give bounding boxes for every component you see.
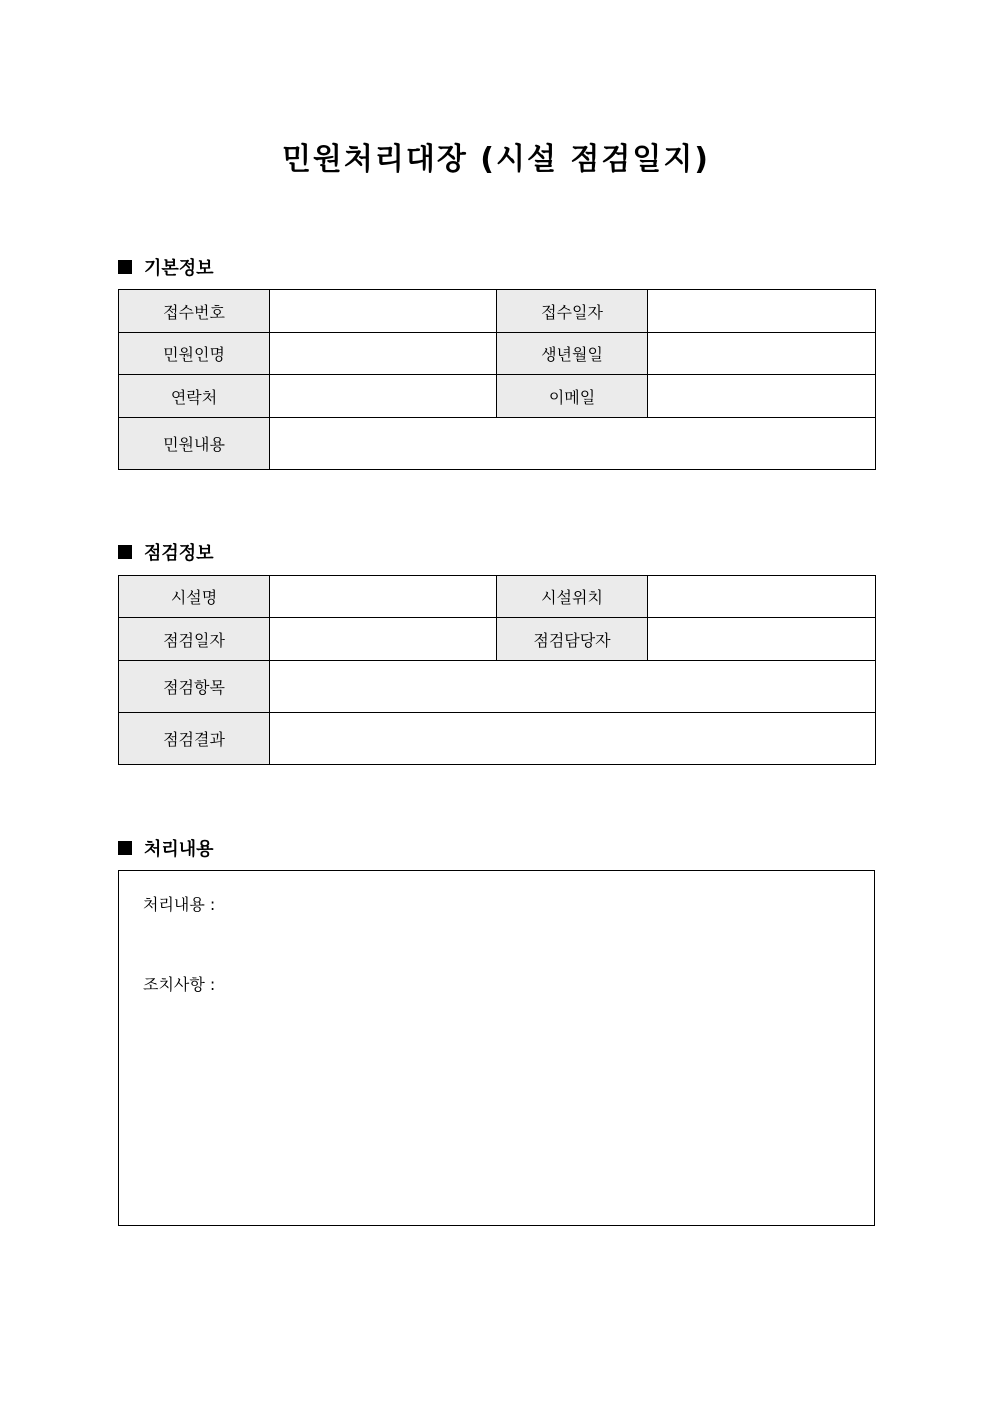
table-row [119,576,876,618]
email-field[interactable] [648,375,876,418]
applicant-name-field[interactable] [270,333,497,375]
contact-field[interactable] [270,375,497,418]
receipt-no-label: 접수번호 [119,290,270,333]
table-row [119,333,876,375]
table-row [119,290,876,333]
facility-location-label: 시설위치 [497,576,648,618]
square-bullet-icon [118,545,132,559]
contact-label: 연락처 [119,375,270,418]
receipt-date-field[interactable] [648,290,876,333]
table-row [119,713,876,765]
complaint-content-label: 민원내용 [119,418,270,470]
inspection-info-heading [118,539,214,565]
email-label: 이메일 [497,375,648,418]
square-bullet-icon [118,260,132,274]
inspection-items-field[interactable] [270,661,876,713]
birth-date-label: 생년월일 [497,333,648,375]
inspection-info-table [118,575,876,765]
receipt-no-field[interactable] [270,290,497,333]
inspection-date-field[interactable] [270,618,497,661]
facility-name-field[interactable] [270,576,497,618]
page-title: 민원처리대장 (시설 점검일지) [281,142,711,177]
basic-info-heading-label: 기본정보 [144,258,214,279]
receipt-date-label: 접수일자 [497,290,648,333]
inspection-items-label: 점검항목 [119,661,270,713]
inspection-info-heading-label: 점검정보 [144,543,214,564]
table-row [119,418,876,470]
facility-location-field[interactable] [648,576,876,618]
inspection-date-label: 점검일자 [119,618,270,661]
action-taken-label: 조치사항 : [143,975,216,994]
table-row [119,375,876,418]
birth-date-field[interactable] [648,333,876,375]
processing-content-label: 처리내용 : [143,895,216,914]
inspection-result-field[interactable] [270,713,876,765]
complaint-content-field[interactable] [270,418,876,470]
processing-box[interactable] [118,870,875,1226]
inspection-result-label: 점검결과 [119,713,270,765]
basic-info-table [118,289,876,470]
facility-name-label: 시설명 [119,576,270,618]
table-row [119,661,876,713]
square-bullet-icon [118,841,132,855]
processing-heading-label: 처리내용 [144,839,214,860]
table-row [119,618,876,661]
basic-info-heading [118,254,214,280]
inspector-label: 점검담당자 [497,618,648,661]
applicant-name-label: 민원인명 [119,333,270,375]
inspector-field[interactable] [648,618,876,661]
processing-heading [118,835,214,861]
